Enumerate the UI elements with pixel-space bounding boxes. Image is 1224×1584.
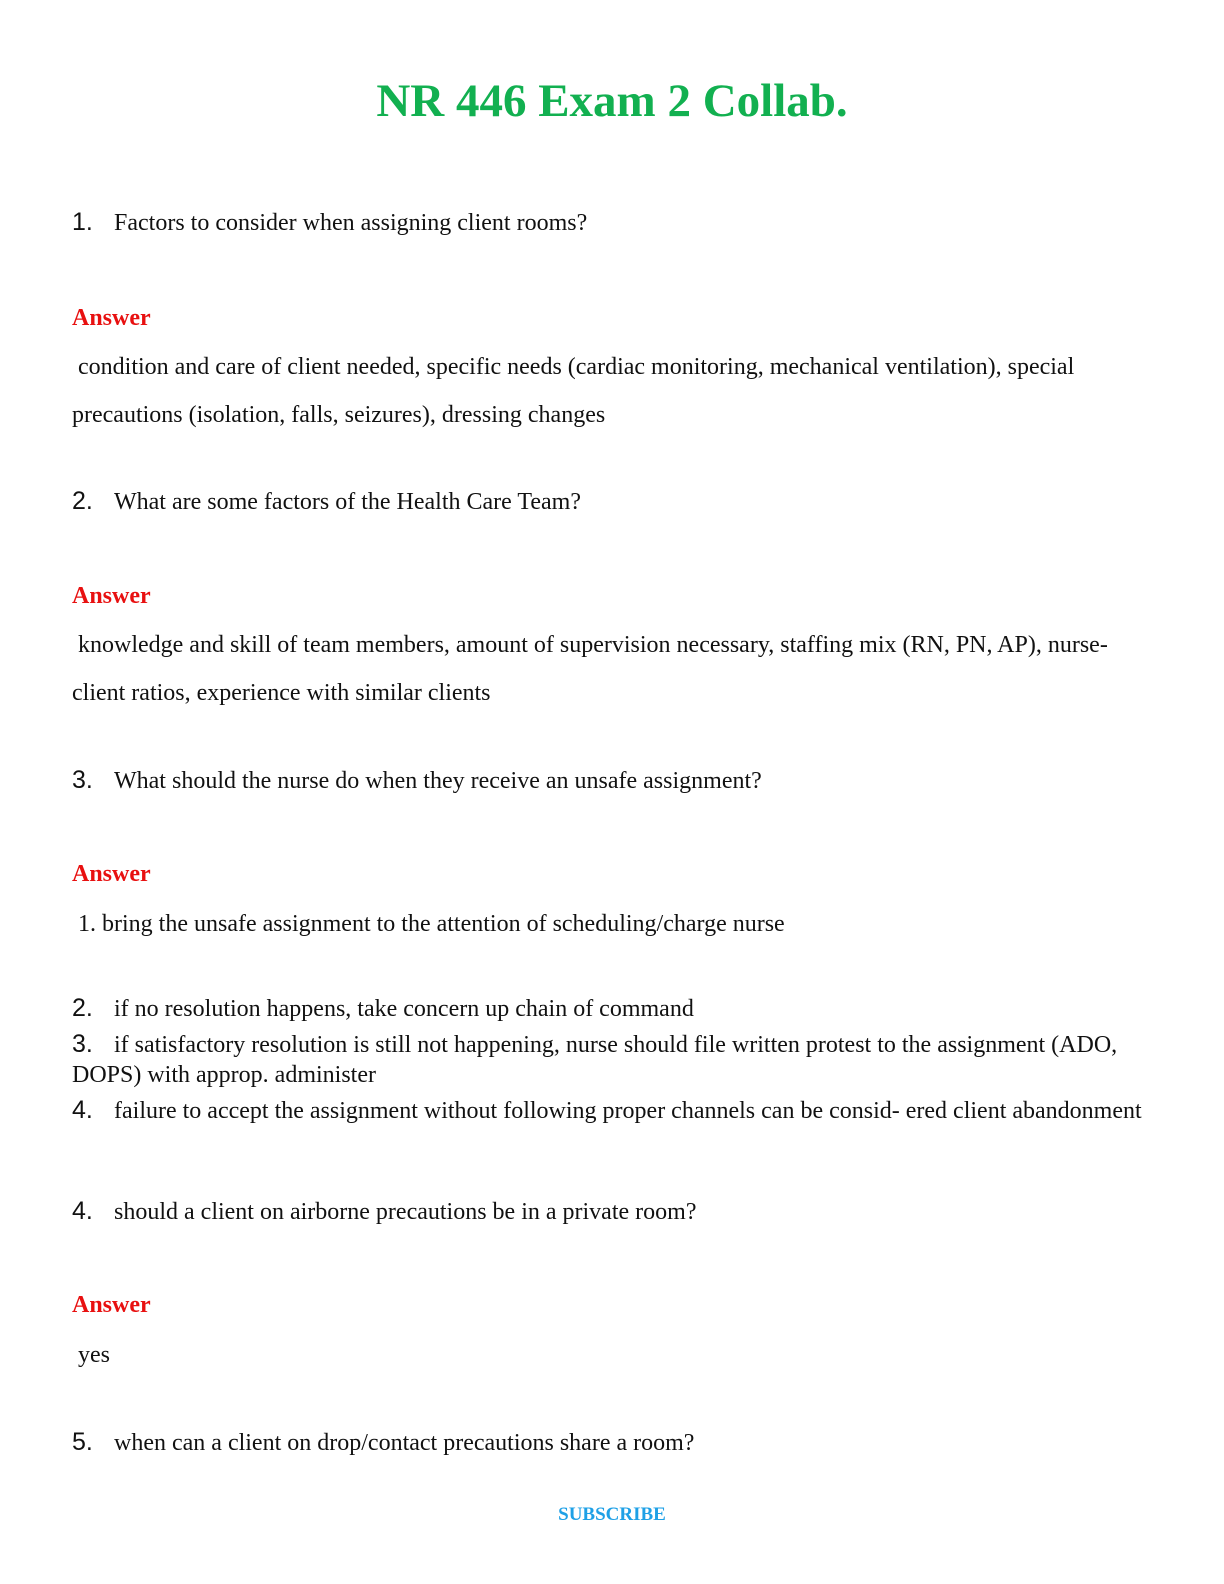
- answer-label: Answer: [72, 583, 151, 609]
- question-number: 5.: [72, 1428, 93, 1456]
- step-number: 3.: [72, 1030, 93, 1058]
- question-number: 4.: [72, 1197, 93, 1225]
- question-text: Factors to consider when assigning client rooms?: [114, 210, 588, 236]
- question-number: 3.: [72, 766, 93, 794]
- step-text: if no resolution happens, take concern up chain of command: [114, 996, 694, 1022]
- question-2: [72, 486, 1152, 517]
- question-number: 2.: [72, 487, 93, 515]
- answer-text: 1. bring the unsafe assignment to the attention of scheduling/charge nurse: [78, 911, 785, 937]
- question-text: What are some factors of the Health Care Team?: [114, 489, 581, 515]
- answer-label: Answer: [72, 861, 151, 887]
- question-text: What should the nurse do when they receive an unsafe assignment?: [114, 768, 762, 794]
- answer-text: condition and care of client needed, specific needs (cardiac monitoring, mechanical ventilation), special precautions (isolation, falls, seizures), dressing changes: [72, 354, 1075, 428]
- answer-label: Answer: [72, 305, 151, 331]
- question-3: [72, 765, 1152, 796]
- question-5: [72, 1427, 1152, 1458]
- step-number: 4.: [72, 1096, 93, 1124]
- step-text: if satisfactory resolution is still not happening, nurse should file written protest to the assignment (ADO, DOPS) with approp. administer: [72, 1032, 1118, 1088]
- answer-text: yes: [78, 1342, 110, 1368]
- document-title: NR 446 Exam 2 Collab.: [376, 75, 848, 127]
- question-4: [72, 1196, 1152, 1227]
- answer-label: Answer: [72, 1292, 151, 1318]
- answer-step: [72, 1095, 1162, 1126]
- subscribe-link[interactable]: SUBSCRIBE: [558, 1504, 666, 1525]
- question-number: 1.: [72, 208, 93, 236]
- question-1: [72, 207, 1152, 238]
- step-number: 2.: [72, 994, 93, 1022]
- question-text: should a client on airborne precautions be in a private room?: [114, 1199, 697, 1225]
- question-text: when can a client on drop/contact precautions share a room?: [114, 1430, 695, 1456]
- answer-step: [72, 993, 1162, 1024]
- answer-text: knowledge and skill of team members, amount of supervision necessary, staffing mix (RN, PN, AP), nurse-client ratios, experience with similar clients: [72, 632, 1108, 706]
- step-text: failure to accept the assignment without following proper channels can be consid- ered client abandonment: [114, 1098, 1142, 1124]
- answer-step: [72, 1029, 1162, 1090]
